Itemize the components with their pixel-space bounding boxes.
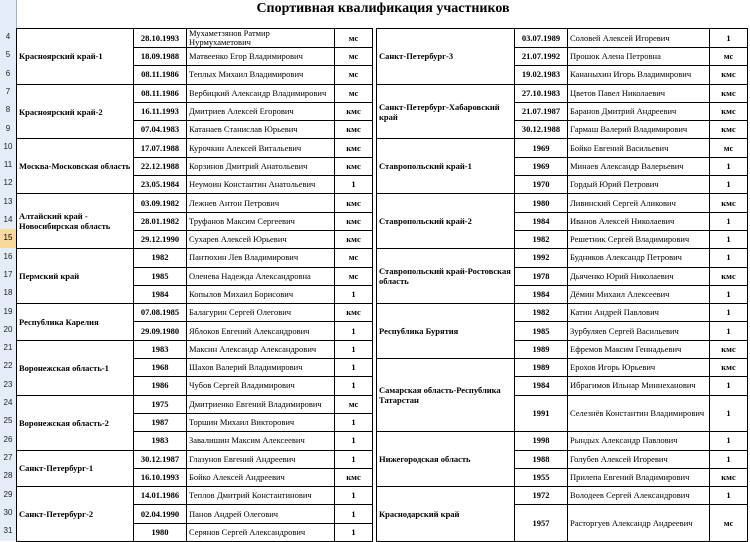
row-number[interactable]: 20 <box>3 324 13 334</box>
row-number[interactable]: 22 <box>3 361 13 371</box>
participant-name-cell[interactable]: Сухарев Алексей Юрьевич <box>187 230 335 248</box>
qualification-cell[interactable]: кмс <box>335 304 373 322</box>
qualification-cell[interactable]: мс <box>710 139 748 157</box>
qualification-cell[interactable]: кмс <box>710 194 748 212</box>
birth-date-cell[interactable]: 17.07.1988 <box>134 139 187 157</box>
qualification-cell[interactable]: 1 <box>335 432 373 450</box>
participant-name-cell[interactable]: Максин Александр Александрович <box>187 340 335 358</box>
birth-date-cell[interactable]: 28.10.1993 <box>134 29 187 48</box>
birth-date-cell[interactable]: 1985 <box>515 322 568 340</box>
birth-date-cell[interactable]: 1970 <box>515 176 568 194</box>
qualification-cell[interactable]: мс <box>335 29 373 48</box>
birth-date-cell[interactable]: 1986 <box>134 377 187 395</box>
qualification-cell[interactable]: мс <box>335 48 373 66</box>
birth-date-cell[interactable]: 1957 <box>515 505 568 542</box>
row-number[interactable]: 31 <box>3 526 13 536</box>
participant-name-cell[interactable]: Зурбуляев Сергей Васильевич <box>568 322 710 340</box>
qualification-cell[interactable]: 1 <box>710 304 748 322</box>
participant-name-cell[interactable]: Минаев Александр Валерьевич <box>568 157 710 175</box>
participant-name-cell[interactable]: Прошок Алена Петровна <box>568 48 710 66</box>
birth-date-cell[interactable]: 1985 <box>134 267 187 285</box>
row-headers <box>0 0 17 541</box>
table-row <box>17 84 748 102</box>
qualification-cell[interactable]: кмс <box>710 340 748 358</box>
row-number[interactable]: 15 <box>0 229 16 247</box>
participant-name-cell[interactable]: Панов Андрей Олегович <box>187 505 335 523</box>
participant-name-cell[interactable]: Соловей Алексей Игоревич <box>568 29 710 48</box>
qualification-cell[interactable]: 1 <box>335 359 373 377</box>
row-number[interactable]: 11 <box>3 160 13 170</box>
participant-name-cell[interactable]: Цветов Павел Николаевич <box>568 84 710 102</box>
region-cell[interactable]: Воронежская область-2 <box>17 395 134 450</box>
qualification-cell[interactable]: 1 <box>335 340 373 358</box>
region-cell[interactable]: Республика Бурятия <box>377 304 515 359</box>
region-cell[interactable]: Краснодарский край <box>377 487 515 542</box>
region-cell[interactable]: Алтайский край - Новосибирская область <box>17 194 134 249</box>
birth-date-cell[interactable]: 22.12.1988 <box>134 157 187 175</box>
row-number[interactable]: 12 <box>3 178 13 188</box>
participant-name-cell[interactable]: Курочкин Алексей Витальевич <box>187 139 335 157</box>
birth-date-cell[interactable]: 1982 <box>515 304 568 322</box>
participant-name-cell[interactable]: Копылов Михаил Борисович <box>187 285 335 303</box>
birth-date-cell[interactable]: 1983 <box>134 432 187 450</box>
qualification-cell[interactable]: мс <box>335 249 373 267</box>
birth-date-cell[interactable]: 1980 <box>515 194 568 212</box>
qualification-cell[interactable]: кмс <box>710 66 748 84</box>
table-row <box>17 249 748 267</box>
participant-name-cell[interactable]: Гордый Юрий Петрович <box>568 176 710 194</box>
qualification-cell[interactable]: 1 <box>710 29 748 48</box>
participant-name-cell[interactable]: Селезнёв Константин Владимирович <box>568 395 710 432</box>
birth-date-cell[interactable]: 1982 <box>134 249 187 267</box>
birth-date-cell[interactable]: 28.01.1982 <box>134 212 187 230</box>
birth-date-cell[interactable]: 23.05.1984 <box>134 176 187 194</box>
qualification-cell[interactable]: кмс <box>710 84 748 102</box>
qualification-cell[interactable]: 1 <box>710 377 748 395</box>
qualification-cell[interactable]: кмс <box>335 468 373 486</box>
row-number[interactable]: 13 <box>3 196 13 206</box>
birth-date-cell[interactable]: 1998 <box>515 432 568 450</box>
participant-name-cell[interactable]: Труфанов Максим Сергеевич <box>187 212 335 230</box>
participant-name-cell[interactable]: Корзинов Дмитрий Анатольевич <box>187 157 335 175</box>
participant-name-cell[interactable]: Ливинский Сергей Аликович <box>568 194 710 212</box>
qualification-cell[interactable]: 1 <box>710 157 748 175</box>
birth-date-cell[interactable]: 30.12.1988 <box>515 121 568 139</box>
qualification-cell[interactable]: кмс <box>335 121 373 139</box>
table-row <box>17 304 748 322</box>
birth-date-cell[interactable]: 1969 <box>515 139 568 157</box>
participant-name-cell[interactable]: Балагурин Сергей Олегович <box>187 304 335 322</box>
participant-name-cell[interactable]: Дьяченко Юрий Николаевич <box>568 267 710 285</box>
page-title: Спортивная квалификация участников <box>256 1 510 16</box>
region-cell[interactable]: Ставропольский край-Ростовская область <box>377 249 515 304</box>
birth-date-cell[interactable]: 1978 <box>515 267 568 285</box>
birth-date-cell[interactable]: 03.07.1989 <box>515 29 568 48</box>
participant-name-cell[interactable]: Володеев Сергей Александрович <box>568 487 710 505</box>
row-number[interactable]: 28 <box>3 471 13 481</box>
row-number[interactable]: 10 <box>3 141 13 151</box>
region-cell[interactable]: Ставропольский край-2 <box>377 194 515 249</box>
birth-date-cell[interactable]: 1984 <box>515 285 568 303</box>
qualification-cell[interactable]: кмс <box>335 230 373 248</box>
qualification-cell[interactable]: мс <box>335 84 373 102</box>
birth-date-cell[interactable]: 1991 <box>515 395 568 432</box>
qualification-cell[interactable]: 1 <box>710 249 748 267</box>
qualification-cell[interactable]: 1 <box>335 285 373 303</box>
qualification-cell[interactable]: кмс <box>335 139 373 157</box>
table-row <box>17 139 748 157</box>
birth-date-cell[interactable]: 1968 <box>134 359 187 377</box>
participant-name-cell[interactable]: Ерохов Игорь Юрьевич <box>568 359 710 377</box>
participant-name-cell[interactable]: Завалишин Максим Алексеевич <box>187 432 335 450</box>
region-cell[interactable]: Пермский край <box>17 249 134 304</box>
qualification-cell[interactable]: мс <box>710 48 748 66</box>
row-number[interactable]: 29 <box>3 489 13 499</box>
row-number[interactable]: 19 <box>3 306 13 316</box>
participant-name-cell[interactable]: Яблоков Евгений Александрович <box>187 322 335 340</box>
row-number[interactable]: 8 <box>5 105 11 115</box>
qualification-cell[interactable]: 1 <box>335 450 373 468</box>
qualification-cell[interactable]: 1 <box>710 395 748 432</box>
qualification-cell[interactable]: 1 <box>710 450 748 468</box>
participant-name-cell[interactable]: Дмитриев Алексей Егорович <box>187 102 335 120</box>
birth-date-cell[interactable]: 1992 <box>515 249 568 267</box>
row-number[interactable]: 26 <box>3 434 13 444</box>
row-number[interactable]: 30 <box>3 507 13 517</box>
region-cell[interactable]: Красноярский край-1 <box>17 29 134 85</box>
birth-date-cell[interactable]: 1984 <box>515 377 568 395</box>
participant-name-cell[interactable]: Чубов Сергей Владимирович <box>187 377 335 395</box>
birth-date-cell[interactable]: 16.11.1993 <box>134 102 187 120</box>
region-cell[interactable]: Самарская область-Республика Татарстан <box>377 359 515 432</box>
qualification-cell[interactable]: мс <box>710 505 748 542</box>
row-number[interactable]: 27 <box>3 452 13 462</box>
participant-name-cell[interactable]: Шахов Валерий Владимирович <box>187 359 335 377</box>
birth-date-cell[interactable]: 08.11.1986 <box>134 66 187 84</box>
birth-date-cell[interactable]: 21.07.1992 <box>515 48 568 66</box>
qualification-cell[interactable]: 1 <box>710 322 748 340</box>
row-number[interactable]: 18 <box>3 288 13 298</box>
row-number[interactable]: 6 <box>5 68 11 78</box>
birth-date-cell[interactable]: 30.12.1987 <box>134 450 187 468</box>
birth-date-cell[interactable]: 16.10.1993 <box>134 468 187 486</box>
birth-date-cell[interactable]: 1989 <box>515 340 568 358</box>
participant-name-cell[interactable]: Решетник Сергей Владимирович <box>568 230 710 248</box>
region-cell[interactable]: Санкт-Петербург-Хабаровский край <box>377 84 515 139</box>
participant-name-cell[interactable]: Глазунов Евгений Андреевич <box>187 450 335 468</box>
participant-name-cell[interactable]: Теплых Михаил Владимирович <box>187 66 335 84</box>
qualification-cell[interactable]: кмс <box>335 102 373 120</box>
qualification-cell[interactable]: кмс <box>710 359 748 377</box>
row-number[interactable]: 7 <box>5 86 11 96</box>
birth-date-cell[interactable]: 1982 <box>515 230 568 248</box>
participant-name-cell[interactable]: Пантюхин Лев Владимирович <box>187 249 335 267</box>
participant-name-cell[interactable]: Кананыхин Игорь Владимирович <box>568 66 710 84</box>
region-cell[interactable]: Санкт-Петербург-1 <box>17 450 134 487</box>
participant-name-cell[interactable]: Иванов Алексей Николаевич <box>568 212 710 230</box>
qualification-cell[interactable]: 1 <box>710 487 748 505</box>
qualification-table <box>16 28 748 542</box>
qualification-cell[interactable]: 1 <box>710 230 748 248</box>
row-number[interactable]: 17 <box>3 269 13 279</box>
birth-date-cell[interactable]: 19.02.1983 <box>515 66 568 84</box>
participant-name-cell[interactable]: Баранов Дмитрий Андреевич <box>568 102 710 120</box>
birth-date-cell[interactable]: 1969 <box>515 157 568 175</box>
row-number[interactable]: 16 <box>3 251 13 261</box>
participant-name-cell[interactable]: Теплов Дмитрий Константинович <box>187 487 335 505</box>
qualification-cell[interactable]: 1 <box>710 176 748 194</box>
birth-date-cell[interactable]: 29.09.1980 <box>134 322 187 340</box>
participant-name-cell[interactable]: Дмитриенко Евгений Владимирович <box>187 395 335 413</box>
participant-name-cell[interactable]: Ибрагимов Ильнар Миннеханович <box>568 377 710 395</box>
region-cell[interactable]: Санкт-Петербург-3 <box>377 29 515 85</box>
row-number[interactable]: 4 <box>5 32 11 41</box>
birth-date-cell[interactable]: 14.01.1986 <box>134 487 187 505</box>
row-number[interactable]: 24 <box>3 398 13 407</box>
row-number[interactable]: 25 <box>3 416 13 426</box>
birth-date-cell[interactable]: 27.10.1983 <box>515 84 568 102</box>
birth-date-cell[interactable]: 1955 <box>515 468 568 486</box>
qualification-cell[interactable]: мс <box>335 395 373 413</box>
participant-name-cell[interactable]: Бойко Евгений Васильевич <box>568 139 710 157</box>
region-cell[interactable]: Москва-Московская область <box>17 139 134 194</box>
participant-name-cell[interactable]: Оленева Надежда Александровна <box>187 267 335 285</box>
birth-date-cell[interactable]: 1972 <box>515 487 568 505</box>
table-row <box>17 194 748 212</box>
participant-name-cell[interactable]: Матвеенко Егор Владимирович <box>187 48 335 66</box>
participant-name-cell[interactable]: Бойко Алексей Андреевич <box>187 468 335 486</box>
qualification-cell[interactable]: 1 <box>335 322 373 340</box>
participant-name-cell[interactable]: Серянов Сергей Александрович <box>187 523 335 541</box>
birth-date-cell[interactable]: 1989 <box>515 359 568 377</box>
qualification-cell[interactable]: мс <box>335 66 373 84</box>
region-cell[interactable]: Ставропольский край-1 <box>377 139 515 194</box>
birth-date-cell[interactable]: 21.07.1987 <box>515 102 568 120</box>
region-cell[interactable]: Воронежская область-1 <box>17 340 134 395</box>
participant-name-cell[interactable]: Дёмин Михаил Алексеевич <box>568 285 710 303</box>
birth-date-cell[interactable]: 18.09.1988 <box>134 48 187 66</box>
participant-name-cell[interactable]: Рындых Александр Павлович <box>568 432 710 450</box>
region-cell[interactable]: Красноярский край-2 <box>17 84 134 139</box>
participant-name-cell[interactable]: Катин Андрей Павлович <box>568 304 710 322</box>
qualification-cell[interactable]: кмс <box>710 121 748 139</box>
row-number[interactable]: 5 <box>5 50 11 60</box>
region-cell[interactable]: Нижегородская область <box>377 432 515 487</box>
participant-name-cell[interactable]: Неумоин Константин Анатольевич <box>187 176 335 194</box>
qualification-cell[interactable]: кмс <box>335 212 373 230</box>
qualification-cell[interactable]: кмс <box>710 468 748 486</box>
qualification-cell[interactable]: 1 <box>335 505 373 523</box>
participant-name-cell[interactable]: Мухаметзянов Ратмир Нурмухаметович <box>187 29 335 48</box>
birth-date-cell[interactable]: 03.09.1982 <box>134 194 187 212</box>
birth-date-cell[interactable]: 1988 <box>515 450 568 468</box>
qualification-cell[interactable]: кмс <box>710 267 748 285</box>
birth-date-cell[interactable]: 1984 <box>134 285 187 303</box>
qualification-cell[interactable]: 1 <box>335 176 373 194</box>
row-number[interactable]: 21 <box>3 343 13 353</box>
qualification-cell[interactable]: 1 <box>335 413 373 431</box>
qualification-cell[interactable]: 1 <box>335 377 373 395</box>
qualification-cell[interactable]: 1 <box>335 487 373 505</box>
participant-name-cell[interactable]: Лежнев Антон Петрович <box>187 194 335 212</box>
qualification-cell[interactable]: кмс <box>335 157 373 175</box>
row-number[interactable]: 23 <box>3 379 13 389</box>
birth-date-cell[interactable]: 1984 <box>515 212 568 230</box>
participant-name-cell[interactable]: Торшин Михаил Викторович <box>187 413 335 431</box>
qualification-cell[interactable]: 1 <box>335 523 373 541</box>
table-row <box>17 487 748 505</box>
participant-name-cell[interactable]: Голубев Алексей Игоревич <box>568 450 710 468</box>
participant-name-cell[interactable]: Катанаев Станислав Юрьевич <box>187 121 335 139</box>
qualification-cell[interactable]: кмс <box>335 194 373 212</box>
table-row <box>17 29 748 48</box>
qualification-cell[interactable]: кмс <box>710 102 748 120</box>
participant-name-cell[interactable]: Будников Александр Петрович <box>568 249 710 267</box>
participant-name-cell[interactable]: Расторгуев Александр Андреевич <box>568 505 710 542</box>
row-number[interactable]: 9 <box>5 123 11 133</box>
birth-date-cell[interactable]: 1980 <box>134 523 187 541</box>
qualification-cell[interactable]: мс <box>335 267 373 285</box>
birth-date-cell[interactable]: 1983 <box>134 340 187 358</box>
participant-name-cell[interactable]: Прилепа Евгений Владимирович <box>568 468 710 486</box>
birth-date-cell[interactable]: 07.04.1983 <box>134 121 187 139</box>
birth-date-cell[interactable]: 02.04.1990 <box>134 505 187 523</box>
row-number[interactable]: 14 <box>3 215 13 224</box>
participant-name-cell[interactable]: Ефремов Максим Геннадьевич <box>568 340 710 358</box>
qualification-cell[interactable]: 1 <box>710 285 748 303</box>
birth-date-cell[interactable]: 1987 <box>134 413 187 431</box>
participant-name-cell[interactable]: Гармаш Валерий Владимирович <box>568 121 710 139</box>
birth-date-cell[interactable]: 29.12.1990 <box>134 230 187 248</box>
birth-date-cell[interactable]: 1975 <box>134 395 187 413</box>
birth-date-cell[interactable]: 08.11.1986 <box>134 84 187 102</box>
participant-name-cell[interactable]: Вербицкий Александр Владимирович <box>187 84 335 102</box>
region-cell[interactable]: Республика Карелия <box>17 304 134 341</box>
qualification-cell[interactable]: 1 <box>710 212 748 230</box>
region-cell[interactable]: Санкт-Петербург-2 <box>17 487 134 542</box>
qualification-cell[interactable]: 1 <box>710 432 748 450</box>
birth-date-cell[interactable]: 07.08.1985 <box>134 304 187 322</box>
